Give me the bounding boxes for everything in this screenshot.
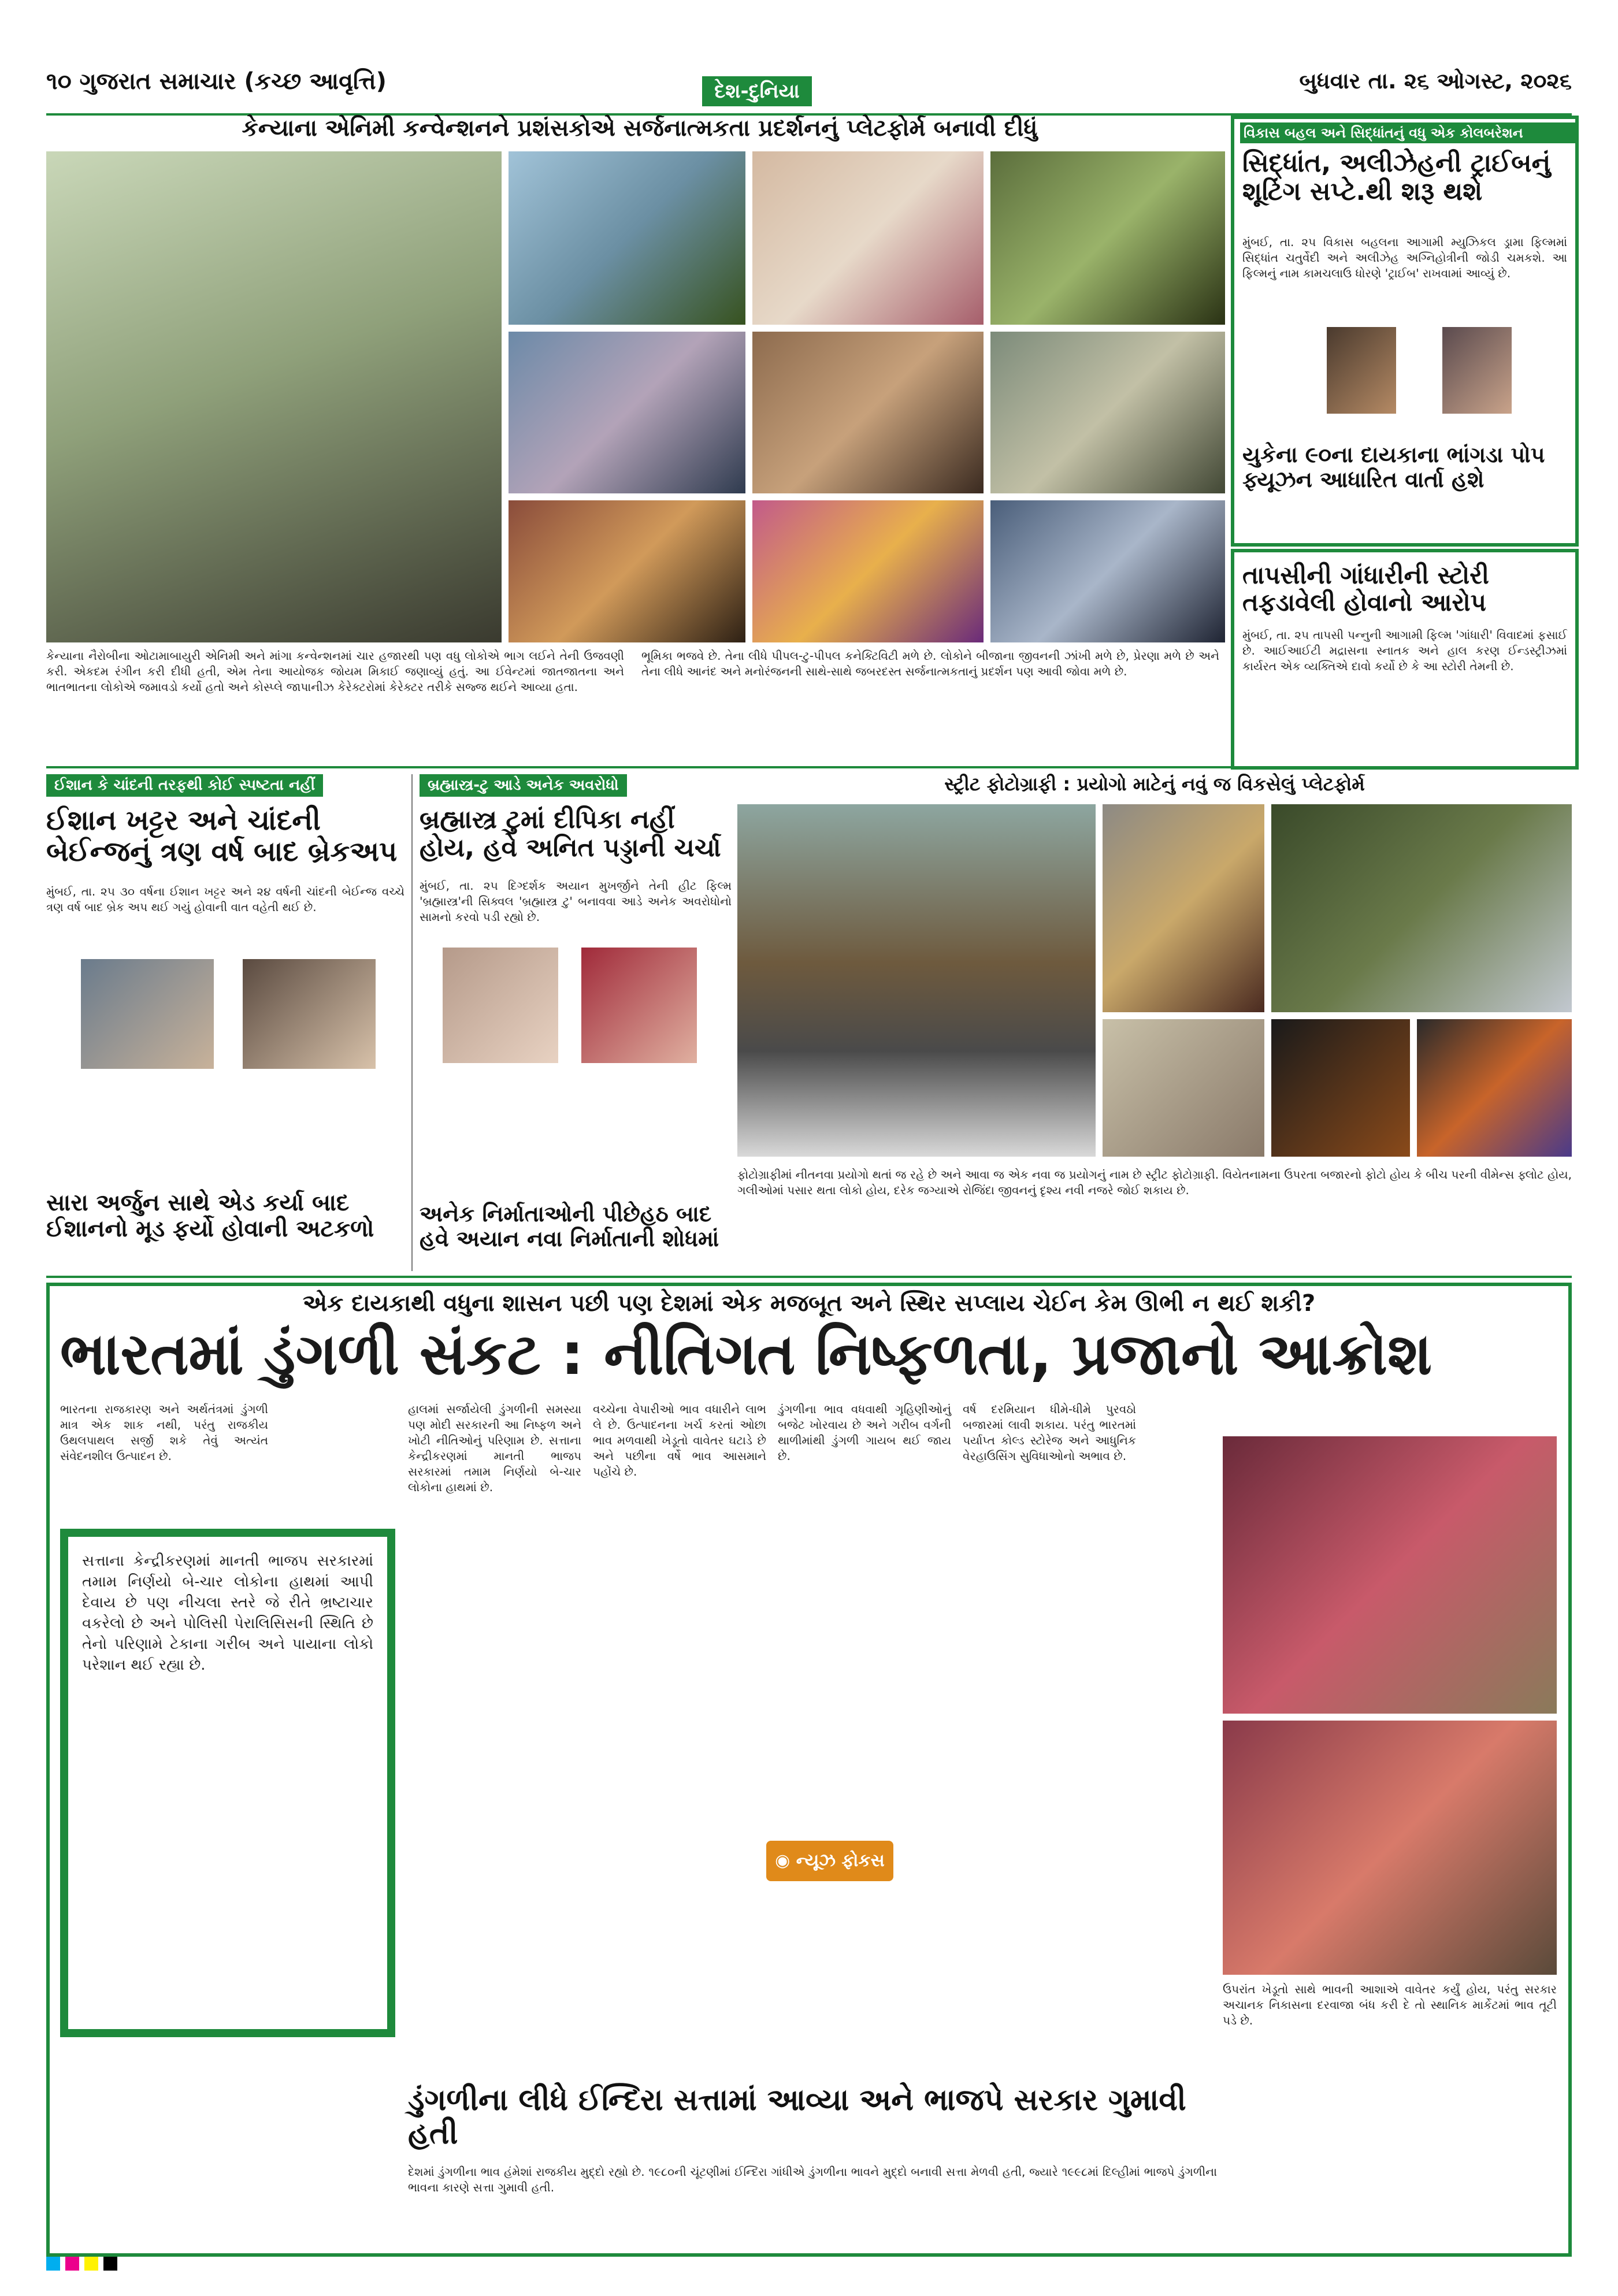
ishaan-kicker: ઈશાન કે ચાંદની તરફથી કોઈ સ્પષ્ટતા નહીં xyxy=(46,774,323,797)
onion-photo-2 xyxy=(1223,1721,1557,1975)
street-photo-graffiti xyxy=(1103,804,1264,1012)
ishaan-footer: સારા અર્જુન સાથે એડ કર્યા બાદ ઈશાનનો મૂડ ફર્યો હોવાની અટકળો xyxy=(46,1190,374,1242)
alizeh-photo xyxy=(1442,327,1512,414)
onion-quote-box xyxy=(60,1529,395,2037)
ishaan-photo xyxy=(81,959,214,1069)
street-photo-night xyxy=(1271,1019,1410,1157)
section-label: દેશ-દુનિયા xyxy=(702,76,812,106)
onion-col3: વચ્ચેના વેપારીઓ ભાવ વધારીને લાભ લે છે. ઉત્પાદનના ખર્ચ કરતાં ઓછા ભાવ મળવાથી ખેડૂતો વાવેતર ઘટાડે છે અને પછીના વર્ષે ભાવ આસમાને પહોંચે છે. xyxy=(593,1402,766,1478)
crowd-photo xyxy=(752,332,984,493)
kenya-photo-grid xyxy=(46,151,1225,642)
column-rule xyxy=(411,774,413,1271)
onion-box-story xyxy=(408,2083,1217,2245)
onion-col5: વર્ષ દરમિયાન ધીમે-ધીમે પુરવઠો બજારમાં લાવી શકાય. પરંતુ ભારતમાં પર્યાપ્ત કોલ્ડ સ્ટોરેજ અને આધુનિક વેરહાઉસિંગ સુવિધાઓનો અભાવ છે. xyxy=(963,1402,1136,1463)
street-photo-chalets xyxy=(737,804,1096,1157)
cosplay-photo-5 xyxy=(990,332,1225,493)
brahmastra-kicker: બ્રહ્માસ્ત્ર-ટુ આડે અનેક અવરોધો xyxy=(420,774,627,797)
brahmastra-story xyxy=(420,774,732,1271)
onion-box-headline: ડુંગળીના લીધે ઈન્દિરા સત્તામાં આવ્યા અને ભાજપે સરકાર ગુમાવી હતી xyxy=(408,2083,1186,2152)
street-photo-lights xyxy=(1417,1019,1572,1157)
news-focus-badge xyxy=(766,1841,893,1881)
onion-col4: ડુંગળીના ભાવ વધવાથી ગૃહિણીઓનું બજેટ ખોરવાય છે અને ગરીબ વર્ગની થાળીમાંથી ડુંગળી ગાયબ થઈ જાય છે. xyxy=(778,1402,951,1463)
cosplay-photo-1 xyxy=(509,151,745,325)
onion-quote: સત્તાના કેન્દ્રીકરણમાં માનતી ભાજપ સરકારમાં તમામ નિર્ણયો બે-ચાર લોકોના હાથમાં આપી દેવાય છે પણ નીચલા સ્તરે જે રીતે ભ્રષ્ટાચાર વકરેલો છે અને પોલિસી પેરાલિસિસની સ્થિતિ છે તેનો પરિણામે ટેકાના ગરીબ અને પાયાના લોકો પરેશાન થઈ રહ્યા છે. xyxy=(82,1552,373,1674)
black-swatch xyxy=(103,2257,117,2271)
onion-kicker: એક દાયકાથી વધુના શાસન પછી પણ દેશમાં એક મજબૂત અને સ્થિર સપ્લાય ચેઈન કેમ ઊભી ન થઈ શકી? xyxy=(302,1290,1316,1317)
page-masthead: ૧૦ ગુજરાત સમાચાર (કચ્છ આવૃત્તિ) xyxy=(46,68,387,95)
ishaan-headline: ઈશાન ખટ્ટર અને ચાંદની બેઈન્જનું ત્રણ વર્ષ બાદ બ્રેકઅપ xyxy=(46,804,398,868)
news-focus-label: ન્યૂઝ ફોકસ xyxy=(796,1851,885,1871)
ishaan-body: મુંબઈ, તા. ૨૫ ૩૦ વર્ષના ઈશાન ખટ્ટર અને ૨૪ વર્ષની ચાંદની બેઈન્જ વચ્ચે ત્રણ વર્ષ બાદ બ્રેક અપ થઈ ગયું હોવાની વાત વહેતી થઈ છે. xyxy=(46,885,404,914)
magenta-swatch xyxy=(65,2257,79,2271)
cyan-swatch xyxy=(46,2257,60,2271)
street-kicker: સ્ટ્રીટ ફોટોગ્રાફી : પ્રયોગો માટેનું નવું જ વિકસેલું પ્લેટફોર્મ xyxy=(944,773,1365,795)
street-body: ફોટોગ્રાફીમાં નીતનવા પ્રયોગો થતાં જ રહે છે અને આવા જ એક નવા જ પ્રયોગનું નામ છે સ્ટ્રીટ ફોટોગ્રાફી. વિયેતનામના ઉપરતા બજારનો ફોટો હોય કે બીચ પરની વીમેન્સ ફ્લોટ હોય, ગલીઓમાં પસાર થતા લોકો હોય, દરેક જગ્યાએ રોજિંદા જીવનનું દૃશ્ય નવી નજરે જોઈ શકાય છે. xyxy=(737,1168,1572,1197)
onion-feature xyxy=(46,1283,1572,2257)
onion-headline: ભારતમાં ડુંગળી સંકટ : નીતિગત નિષ્ફળતા, પ્રજાનો આક્રોશ xyxy=(60,1320,1433,1388)
siddhant-subhead: યુકેના ૯૦ના દાયકાના ભાંગડા પોપ ફ્યૂઝન આધારિત વાર્તા હશે xyxy=(1242,442,1545,492)
siddhant-body: મુંબઈ, તા. ૨૫ વિકાસ બહલના આગામી મ્યુઝિકલ ડ્રામા ફિલ્મમાં સિદ્ધાંત ચતુર્વેદી અને અલીઝેહ અગ્નિહોત્રીની જોડી ચમકશે. આ ફિલ્મનું નામ કામચલાઉ ધોરણે 'ટ્રાઈબ' રાખવામાં આવ્યું છે. xyxy=(1242,235,1567,280)
taapsee-body: મુંબઈ, તા. ૨૫ તાપસી પન્નુની આગામી ફિલ્મ 'ગાંધારી' વિવાદમાં ફસાઈ છે. આઈઆઈટી મદ્રાસના સ્નાતક અને હાલ કરણ ઈન્ડસ્ટ્રીઝમાં કાર્યરત એક વ્યક્તિએ દાવો કર્યો છે કે આ સ્ટોરી તેમની છે. xyxy=(1242,628,1567,673)
issue-date: બુધવાર તા. ૨૬ ઓગસ્ટ, ૨૦૨૬ xyxy=(1299,68,1572,94)
siddhant-kicker: વિકાસ બહલ અને સિદ્ધાંતનું વધુ એક કોલબરેશન xyxy=(1240,122,1576,143)
yellow-swatch xyxy=(84,2257,98,2271)
cosplay-photo-2 xyxy=(752,151,984,325)
kenya-headline: કેન્યાના એનિમી કન્વેન્શનને પ્રશંસકોએ સર્જનાત્મકતા પ્રદર્શનનું પ્લેટફોર્મ બનાવી દીધું xyxy=(242,115,1038,142)
print-registration-strip xyxy=(46,2257,1572,2273)
onion-box-body: દેશમાં ડુંગળીના ભાવ હંમેશાં રાજકીય મુદ્દો રહ્યો છે. ૧૯૮૦ની ચૂંટણીમાં ઈન્દિરા ગાંધીએ ડુંગળીના ભાવને મુદ્દો બનાવી સત્તા મેળવી હતી, જ્યારે ૧૯૯૮માં દિલ્હીમાં ભાજપે ડુંગળીના ભાવના કારણે સત્તા ગુમાવી હતી. xyxy=(408,2165,1217,2194)
street-photo-beach xyxy=(1271,804,1572,1012)
facepaint-photo xyxy=(752,500,984,642)
siddhant-photo xyxy=(1327,327,1396,414)
cosplay-photo-3 xyxy=(990,151,1225,325)
taapsee-box xyxy=(1231,549,1579,770)
onion-col2: હાલમાં સર્જાયેલી ડુંગળીની સમસ્યા પણ મોદી સરકારની આ નિષ્ફળ અને ખોટી નીતિઓનું પરિણામ છે. સત્તાના કેન્દ્રીકરણમાં માનતી ભાજપ સરકારમાં તમામ નિર્ણયો બે-ચાર લોકોના હાથમાં છે. xyxy=(408,1402,581,1494)
brahmastra-body: મુંબઈ, તા. ૨૫ દિગ્દર્શક અયાન મુખર્જીને તેની હીટ ફિલ્મ 'બ્રહ્માસ્ત્ર'ની સિક્વલ 'બ્રહ્માસ્ત્ર ટુ' બનાવવા આડે અનેક અવરોધોનો સામનો કરવો પડી રહ્યો છે. xyxy=(420,879,732,924)
eye-icon: ◉ xyxy=(775,1851,796,1871)
taapsee-headline: તાપસીની ગાંધારીની સ્ટોરી તફડાવેલી હોવાનો આરોપ xyxy=(1242,561,1489,617)
brahmastra-headline: બ્રહ્માસ્ત્ર ટુમાં દીપિકા નહીં હોય, હવે અનિત પડ્ડાની ચર્ચા xyxy=(420,805,721,863)
deepika-photo xyxy=(581,948,697,1063)
ishaan-story xyxy=(46,774,404,1271)
market-photo xyxy=(509,500,745,642)
onion-col6: ઉપરાંત ખેડૂતો સાથે ભાવની આશાએ વાવેતર કર્યું હોય, પરંતુ સરકાર અચાનક નિકાસના દરવાજા બંધ કરી દે તો સ્થાનિક માર્કેટમાં ભાવ તૂટી પડે છે. xyxy=(1223,1982,1557,2027)
anit-photo xyxy=(443,948,558,1063)
street-photo-wall xyxy=(1103,1019,1264,1157)
cosplay-photo-4 xyxy=(509,332,745,493)
brahmastra-footer: અનેક નિર્માતાઓની પીછેહઠ બાદ હવે અયાન નવા નિર્માતાની શોધમાં xyxy=(420,1201,719,1251)
cosplay-photo-6 xyxy=(990,500,1225,642)
section-rule-1 xyxy=(46,766,1572,768)
chandni-photo xyxy=(243,959,376,1069)
kenya-body-1: કેન્યાના નૈરોબીના ઓટામાબાયુરી એનિમી અને માંગા કન્વેન્શનમાં ચાર હજારથી પણ વધુ લોકોએ ભાગ લઈને તેની ઉજવણી કરી. એકદમ રંગીન કરી દીધી હતી, એમ તેના આયોજક જોયમ મિકાઈ જણાવ્યું હતું. આ ઈવેન્ટમાં જાતજાતના અને ભાતભાતના લોકોએ જમાવડો કર્યો હતો અને કોસ્પ્લે જાપાનીઝ કેરેક્ટરોમાં કેરેક્ટર તરીકે સજ્જ થઈને આવ્યા હતા. xyxy=(46,649,624,694)
siddhant-box xyxy=(1231,116,1579,547)
street-story xyxy=(737,774,1572,1271)
section-rule-2 xyxy=(46,1276,1572,1278)
onion-photo-1 xyxy=(1223,1436,1557,1714)
violinist-photo xyxy=(46,151,502,642)
siddhant-headline: સિદ્ધાંત, અલીઝેહની ટ્રાઈબનું શૂટિંગ સપ્ટે.થી શરૂ થશે xyxy=(1242,148,1551,207)
kenya-body-2: ભૂમિકા ભજવે છે. તેના લીધે પીપલ-ટુ-પીપલ કનેક્ટિવિટી મળે છે. લોકોને બીજાના જીવનની ઝાંખી મળે છે, પ્રેરણા મળે છે અને તેના લીધે આનંદ અને મનોરંજનની સાથે-સાથે જબરદસ્ત સર્જનાત્મકતાનું પ્રદર્શન પણ આવી જોવા મળે છે. xyxy=(641,649,1219,678)
onion-col1: ભારતના રાજકારણ અને અર્થતંત્રમાં ડુંગળી માત્ર એક શાક નથી, પરંતુ રાજકીય ઉથલપાથલ સર્જી શકે તેવું અત્યંત સંવેદનશીલ ઉત્પાદન છે. xyxy=(60,1402,268,1463)
